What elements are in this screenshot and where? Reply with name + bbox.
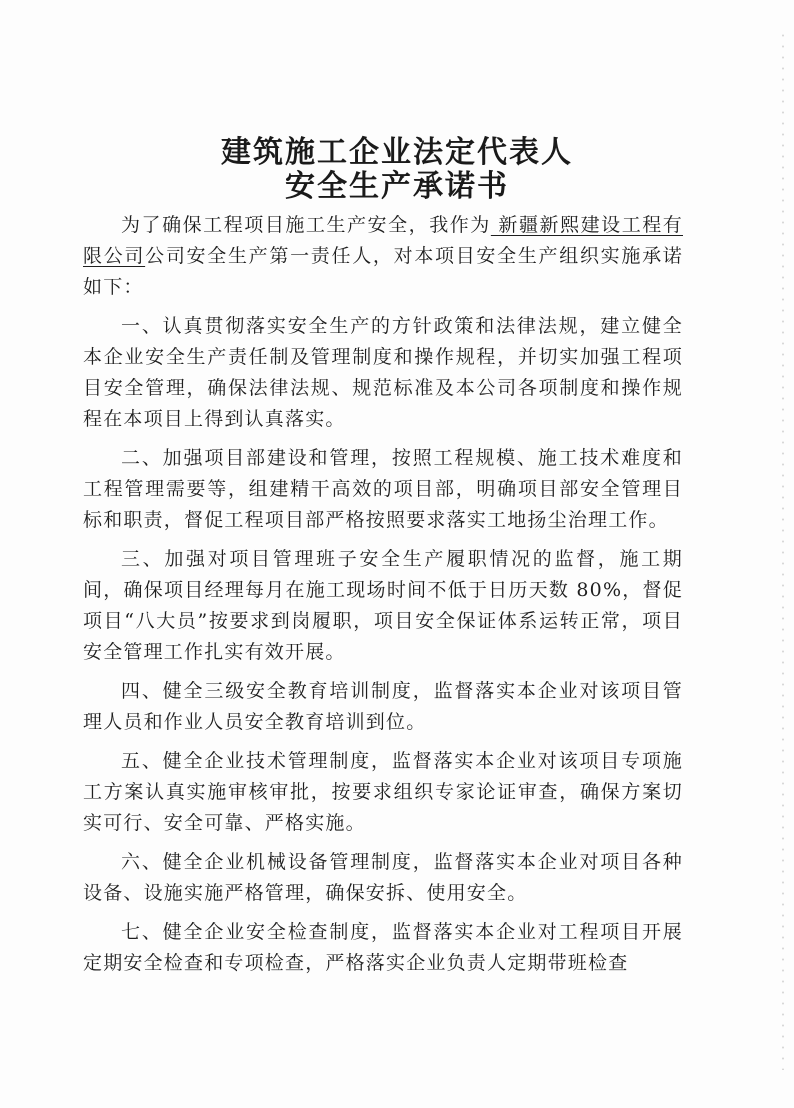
intro-before: 为了确保工程项目施工生产安全，我作为 — [121, 214, 491, 236]
document-body — [83, 210, 683, 987]
clause-2: 二、加强项目部建设和管理，按照工程规模、施工技术难度和工程管理需要等，组建精干高效的项目部，明确项目部安全管理目标和职责，督促工程项目部严格按照要求落实工地扬尘治理工作。 — [83, 447, 683, 531]
clause-4: 四、健全三级安全教育培训制度，监督落实本企业对该项目管理人员和作业人员安全教育培训到位。 — [83, 680, 683, 733]
title-line-1: 建筑施工企业法定代表人 — [221, 135, 573, 170]
clause-7: 七、健全企业安全检查制度，监督落实本企业对工程项目开展定期安全检查和专项检查，严格落实企业负责人定期带班检查 — [83, 921, 683, 974]
clause-6: 六、健全企业机械设备管理制度，监督落实本企业对项目各种设备、设施实施严格管理，确保安拆、使用安全。 — [83, 851, 683, 904]
clause-1: 一、认真贯彻落实安全生产的方针政策和法律法规，建立健全本企业安全生产责任制及管理制度和操作规程，并切实加强工程项目安全管理，确保法律法规、规范标准及本公司各项制度和操作规程在本项目上得到认真落实。 — [83, 315, 683, 430]
title-line-2: 安全生产承诺书 — [285, 169, 509, 204]
intro-after: 公司安全生产第一责任人，对本项目安全生产组织实施承诺如下： — [83, 245, 683, 298]
company-name: 新疆新熙建设工程有限公司 — [83, 214, 683, 267]
clause-3: 三、加强对项目管理班子安全生产履职情况的监督，施工期间，确保项目经理每月在施工现场时间不低于日历天数 80%，督促项目“八大员”按要求到岗履职，项目安全保证体系运转正常，项目安全管理工作扎实有效开展。 — [83, 548, 683, 663]
clause-5: 五、健全企业技术管理制度，监督落实本企业对该项目专项施工方案认真实施审核审批，按要求组织专家论证审查，确保方案切实可行、安全可靠、严格实施。 — [83, 750, 683, 834]
intro-paragraph — [83, 210, 683, 303]
